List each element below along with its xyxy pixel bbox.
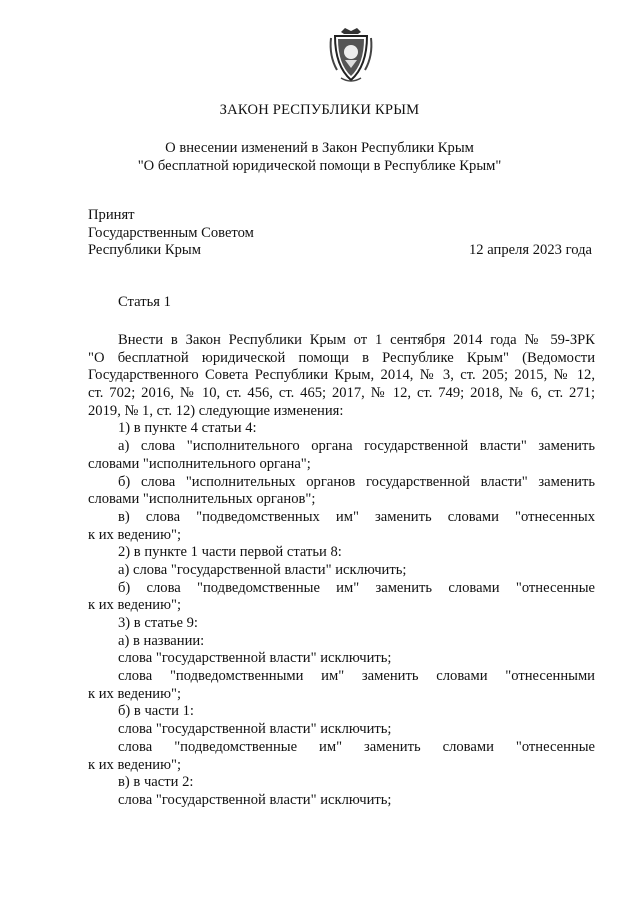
body-line: словами "исполнительного органа"; <box>88 455 311 472</box>
body-line: б) слова "подведомственные им" заменить словами "отнесенные <box>118 579 595 596</box>
body-line: слова "государственной власти" исключить; <box>118 721 392 738</box>
law-subtitle-line-1: О внесении изменений в Закон Республики Крым <box>165 140 474 156</box>
body-line: к их ведению"; <box>88 597 182 614</box>
body-line: "О бесплатной юридической помощи в Республике Крым" (Ведомости <box>88 349 595 366</box>
body-line: слова "государственной власти" исключить; <box>118 650 392 667</box>
body-line: а) в названии: <box>118 632 205 649</box>
body-line: б) в части 1: <box>118 703 194 720</box>
body-line: а) слова "государственной власти" исключить; <box>118 561 407 578</box>
body-line: б) слова "исполнительных органов государственной власти" заменить <box>118 473 595 490</box>
adopted-line-1: Принят <box>88 207 135 223</box>
body-line: в) слова "подведомственных им" заменить словами "отнесенных <box>118 508 595 525</box>
body-line: к их ведению"; <box>88 526 182 543</box>
body-line: в) в части 2: <box>118 774 194 791</box>
article-body <box>88 332 595 810</box>
body-line: слова "подведомственными им" заменить словами "отнесенными <box>118 668 595 685</box>
body-line: 2019, № 1, ст. 12) следующие изменения: <box>88 402 344 419</box>
body-line: 2) в пункте 1 части первой статьи 8: <box>118 544 342 561</box>
body-line: Государственного Совета Республики Крым, 2014, № 3, ст. 205; 2015, № 12, <box>88 367 595 384</box>
adopted-line-3: Республики Крым <box>88 242 201 258</box>
body-line: 3) в статье 9: <box>118 615 198 631</box>
body-line: 1) в пункте 4 статьи 4: <box>118 420 257 437</box>
body-line: к их ведению"; <box>88 756 182 773</box>
body-line: слова "государственной власти" исключить; <box>118 791 392 808</box>
body-line: ст. 702; 2016, № 10, ст. 456, ст. 465; 2017, № 12, ст. 749; 2018, № 6, ст. 271; <box>88 385 595 402</box>
law-subtitle-line-2: "О бесплатной юридической помощи в Республике Крым" <box>137 158 502 174</box>
body-line: словами "исполнительных органов"; <box>88 491 316 508</box>
law-title: ЗАКОН РЕСПУБЛИКИ КРЫМ <box>219 102 420 118</box>
body-line: а) слова "исполнительного органа государственной власти" заменить <box>118 438 595 455</box>
body-line: к их ведению"; <box>88 685 182 702</box>
body-line: слова "подведомственные им" заменить словами "отнесенные <box>118 738 595 755</box>
article-heading: Статья 1 <box>118 294 171 310</box>
adopted-line-2: Государственным Советом <box>88 225 254 241</box>
crimea-coat-of-arms-icon <box>327 26 375 84</box>
body-line: Внести в Закон Республики Крым от 1 сентября 2014 года № 59-ЗРК <box>118 332 595 348</box>
adoption-date: 12 апреля 2023 года <box>469 242 592 258</box>
